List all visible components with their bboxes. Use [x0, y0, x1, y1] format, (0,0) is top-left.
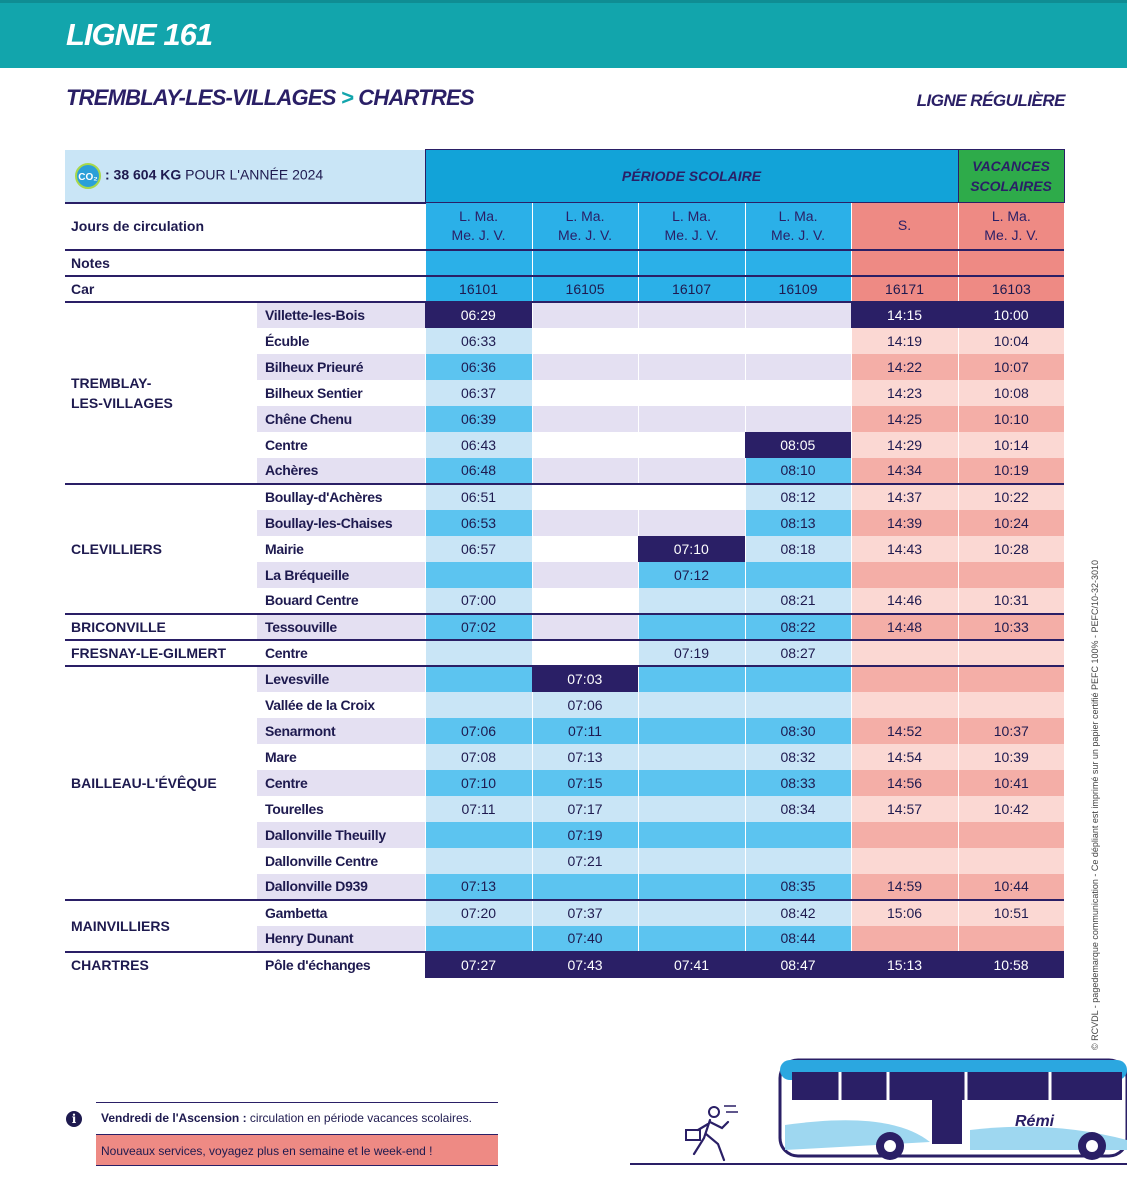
time-cell: 10:28: [958, 536, 1064, 562]
time-cell: [851, 640, 958, 666]
time-cell: [532, 458, 638, 484]
notes-cell: [425, 250, 532, 276]
time-cell: 08:13: [745, 510, 851, 536]
commune-bailleau: BAILLEAU-L'ÉVÊQUE: [65, 666, 257, 900]
time-cell: 10:41: [958, 770, 1064, 796]
days-line1: L. Ma.: [672, 207, 711, 224]
time-cell: [745, 302, 851, 328]
stop-name: La Bréqueille: [257, 562, 425, 588]
co2-info: [65, 150, 425, 203]
stop-name: Mairie: [265, 540, 304, 557]
time-cell: [532, 406, 638, 432]
time-cell: 06:48: [425, 458, 532, 484]
time-cell: 07:17: [532, 796, 638, 822]
stops-body: [65, 302, 1064, 978]
timetable: [65, 149, 1065, 978]
time-cell: [425, 666, 532, 692]
commune-chartres: CHARTRES: [65, 952, 257, 978]
car-number: 16109: [745, 276, 851, 302]
time-cell: 10:07: [958, 354, 1064, 380]
days-cell: [745, 203, 851, 250]
time-cell: 10:37: [958, 718, 1064, 744]
time-cell: [638, 458, 745, 484]
time-cell: [638, 354, 745, 380]
time-cell: [638, 692, 745, 718]
days-line2: Me. J. V.: [984, 226, 1039, 243]
time-cell: [745, 822, 851, 848]
stop-name: Levesville: [257, 666, 425, 692]
notes-label: Notes: [65, 250, 425, 276]
stop-name: Senarmont: [257, 718, 425, 744]
line-type: LIGNE RÉGULIÈRE: [916, 91, 1065, 110]
time-cell: 10:04: [958, 328, 1064, 354]
notes-cell: [851, 250, 958, 276]
days-cell: [851, 203, 958, 250]
time-cell: [638, 588, 745, 614]
time-cell: 07:12: [638, 562, 745, 588]
days-line1: L. Ma.: [778, 207, 818, 224]
co2-text: POUR L'ANNÉE 2024: [181, 166, 324, 183]
time-cell: [638, 874, 745, 900]
route-title: [66, 85, 474, 111]
time-cell: 07:13: [425, 874, 532, 900]
notes-cell: [638, 250, 745, 276]
time-cell: 07:37: [532, 900, 638, 926]
time-cell: 06:36: [425, 354, 532, 380]
stop-name: Centre: [257, 640, 425, 666]
new-services-note: Nouveaux services, voyagez plus en semaine et le week-end !: [96, 1134, 498, 1166]
time-cell: [958, 640, 1064, 666]
time-cell: [532, 588, 638, 614]
time-cell: [532, 510, 638, 536]
ascension-note: [96, 1102, 498, 1133]
time-cell: 06:43: [425, 432, 532, 458]
time-cell: 14:48: [851, 614, 958, 640]
time-cell: 07:10: [638, 536, 745, 562]
time-cell: 07:21: [532, 848, 638, 874]
time-cell: [745, 328, 851, 354]
time-cell: 14:39: [851, 510, 958, 536]
stop-name: Bilheux Prieuré: [257, 354, 425, 380]
commune-briconville: BRICONVILLE: [65, 614, 257, 640]
stop-name: Gambetta: [257, 900, 425, 926]
commune-tremblay: [65, 302, 257, 484]
time-cell: 10:24: [958, 510, 1064, 536]
time-cell: [638, 380, 745, 406]
stop-name: Bouard Centre: [265, 592, 359, 608]
time-cell: 14:54: [851, 744, 958, 770]
time-cell: 08:18: [745, 536, 851, 562]
time-cell: 14:25: [851, 406, 958, 432]
commune-mainvilliers: MAINVILLIERS: [65, 900, 257, 952]
time-cell: 10:42: [958, 796, 1064, 822]
days-cell: [425, 203, 532, 250]
time-cell: [958, 666, 1064, 692]
days-line1: L. Ma.: [459, 207, 498, 224]
car-number: 16103: [958, 276, 1064, 302]
time-cell: 07:10: [425, 770, 532, 796]
time-cell: [532, 354, 638, 380]
stop-name: Villette-les-Bois: [257, 302, 425, 328]
days-line2: Me. J. V.: [771, 226, 825, 243]
stop-name: Boullay-les-Chaises: [257, 510, 425, 536]
time-cell: 08:12: [745, 484, 851, 510]
time-cell: 07:40: [532, 926, 638, 952]
time-cell: [638, 796, 745, 822]
time-cell: [638, 666, 745, 692]
time-cell: 14:34: [851, 458, 958, 484]
car-number: 16101: [425, 276, 532, 302]
time-cell: [745, 380, 851, 406]
period-holidays-header: [958, 150, 1064, 203]
time-cell: [851, 848, 958, 874]
time-cell: 08:21: [745, 588, 851, 614]
time-cell: 07:41: [638, 952, 745, 978]
stop-name: Dallonville Centre: [265, 852, 378, 869]
days-cell: [638, 203, 745, 250]
time-cell: [638, 848, 745, 874]
stop-name: Boullay-d'Achères: [257, 484, 425, 510]
time-cell: 10:19: [958, 458, 1064, 484]
time-cell: 10:22: [958, 484, 1064, 510]
time-cell: [532, 640, 638, 666]
car-number: 16171: [851, 276, 958, 302]
time-cell: 06:33: [425, 328, 532, 354]
time-cell: 14:56: [851, 770, 958, 796]
route-to: CHARTRES: [358, 85, 474, 110]
time-cell: [638, 926, 745, 952]
time-cell: 10:44: [958, 874, 1064, 900]
time-cell: 08:33: [745, 770, 851, 796]
stop-name: Dallonville Theuilly: [257, 822, 425, 848]
car-label: Car: [65, 276, 425, 302]
commune-line2: LES-VILLAGES: [71, 394, 173, 411]
time-cell: 07:43: [532, 952, 638, 978]
time-cell: 07:00: [425, 588, 532, 614]
time-cell: 08:34: [745, 796, 851, 822]
time-cell: [638, 744, 745, 770]
time-cell: 14:19: [851, 328, 958, 354]
time-cell: [851, 926, 958, 952]
time-cell: [425, 926, 532, 952]
co2-amount: : 38 604 KG: [105, 166, 182, 183]
time-cell: 06:51: [425, 484, 532, 510]
time-cell: 08:22: [745, 614, 851, 640]
time-cell: 06:57: [425, 536, 532, 562]
time-cell: 14:29: [851, 432, 958, 458]
time-cell: [851, 692, 958, 718]
time-cell: [851, 666, 958, 692]
time-cell: 06:39: [425, 406, 532, 432]
co2-globe-icon: CO₂: [75, 163, 101, 189]
remi-logo: Rémi: [1015, 1113, 1055, 1130]
stop-name: Centre: [257, 770, 425, 796]
time-cell: [745, 848, 851, 874]
time-cell: [638, 614, 745, 640]
ascension-text: circulation en période vacances scolaires.: [246, 1111, 473, 1125]
time-cell: [745, 354, 851, 380]
time-cell: [425, 848, 532, 874]
time-cell: [425, 822, 532, 848]
time-cell: 08:47: [745, 952, 851, 978]
time-cell: [851, 562, 958, 588]
stop-name: Chêne Chenu: [257, 406, 425, 432]
time-cell: 10:39: [958, 744, 1064, 770]
time-cell: [638, 484, 745, 510]
time-cell: [958, 848, 1064, 874]
route-arrow: >: [340, 85, 353, 110]
time-cell: [532, 328, 638, 354]
time-cell: 07:08: [425, 744, 532, 770]
time-cell: [425, 692, 532, 718]
time-cell: 07:19: [638, 640, 745, 666]
time-cell: 14:52: [851, 718, 958, 744]
notes-cell: [958, 250, 1064, 276]
time-cell: [638, 822, 745, 848]
time-cell: 10:08: [958, 380, 1064, 406]
stop-name: Vallée de la Croix: [265, 696, 375, 713]
time-cell: [851, 822, 958, 848]
days-line1: S.: [897, 217, 912, 234]
time-cell: 10:14: [958, 432, 1064, 458]
ascension-bold: Vendredi de l'Ascension :: [101, 1111, 247, 1125]
time-cell: [425, 562, 532, 588]
time-cell: [638, 510, 745, 536]
time-cell: 07:11: [532, 718, 638, 744]
time-cell: 10:00: [958, 302, 1064, 328]
time-cell: 15:06: [851, 900, 958, 926]
days-line2: Me. J. V.: [451, 226, 506, 243]
stop-name: Tessouville: [257, 614, 425, 640]
stop-name: Henry Dunant: [257, 926, 425, 952]
car-number: 16107: [638, 276, 745, 302]
time-cell: 08:35: [745, 874, 851, 900]
info-icon: i: [66, 1111, 82, 1127]
route-from: TREMBLAY-LES-VILLAGES: [66, 85, 336, 110]
time-cell: [638, 718, 745, 744]
time-cell: 07:02: [425, 614, 532, 640]
time-cell: 14:22: [851, 354, 958, 380]
time-cell: 08:27: [745, 640, 851, 666]
time-cell: [638, 406, 745, 432]
time-cell: [638, 770, 745, 796]
time-cell: 14:15: [851, 302, 958, 328]
stop-name: Pôle d'échanges: [257, 952, 425, 978]
time-cell: 07:13: [532, 744, 638, 770]
time-cell: 06:29: [425, 302, 532, 328]
time-cell: [425, 640, 532, 666]
time-cell: 10:31: [958, 588, 1064, 614]
stop-name: Bilheux Sentier: [265, 384, 363, 401]
time-cell: 14:23: [851, 380, 958, 406]
days-label: Jours de circulation: [65, 203, 425, 250]
time-cell: 10:58: [958, 952, 1064, 978]
top-banner: [0, 0, 1127, 68]
days-cell: [532, 203, 638, 250]
time-cell: 07:06: [532, 692, 638, 718]
credits-sidebar: © RCVDL - pagedemarque communication - Ce dépliant est imprimé sur un papier certifié PEFC 100% - PEFC/10-32-3010: [1090, 559, 1100, 1050]
bus-illustration: [630, 1050, 1127, 1170]
time-cell: [532, 380, 638, 406]
time-cell: [532, 874, 638, 900]
notes-cell: [745, 250, 851, 276]
time-cell: 10:33: [958, 614, 1064, 640]
time-cell: [638, 900, 745, 926]
line-title: LIGNE 161: [66, 17, 213, 52]
time-cell: [532, 302, 638, 328]
time-cell: [745, 406, 851, 432]
stop-name: Écuble: [265, 332, 310, 349]
time-cell: 06:53: [425, 510, 532, 536]
time-cell: 08:32: [745, 744, 851, 770]
notes-cell: [532, 250, 638, 276]
time-cell: 08:42: [745, 900, 851, 926]
stop-name: Dallonville D939: [257, 874, 425, 900]
time-cell: 08:10: [745, 458, 851, 484]
stop-name: Mare: [265, 748, 297, 765]
days-line1: L. Ma.: [991, 207, 1031, 224]
car-number: 16105: [532, 276, 638, 302]
time-cell: [638, 432, 745, 458]
time-cell: 08:44: [745, 926, 851, 952]
days-line2: Me. J. V.: [558, 226, 612, 243]
time-cell: 06:37: [425, 380, 532, 406]
time-cell: 07:20: [425, 900, 532, 926]
time-cell: 14:57: [851, 796, 958, 822]
time-cell: [958, 926, 1064, 952]
time-cell: [638, 328, 745, 354]
time-cell: 07:06: [425, 718, 532, 744]
days-line1: L. Ma.: [565, 207, 605, 224]
time-cell: [532, 614, 638, 640]
time-cell: 14:37: [851, 484, 958, 510]
time-cell: 07:03: [532, 666, 638, 692]
time-cell: 07:27: [425, 952, 532, 978]
time-cell: [532, 536, 638, 562]
commune-fresnay: FRESNAY-LE-GILMERT: [65, 640, 257, 666]
time-cell: [532, 562, 638, 588]
period-school-header: PÉRIODE SCOLAIRE: [425, 150, 958, 203]
holidays-line1: VACANCES: [972, 158, 1050, 174]
stop-name: Centre: [265, 436, 308, 453]
time-cell: [745, 666, 851, 692]
time-cell: 07:11: [425, 796, 532, 822]
time-cell: 10:10: [958, 406, 1064, 432]
time-cell: 14:46: [851, 588, 958, 614]
time-cell: [532, 484, 638, 510]
time-cell: 14:43: [851, 536, 958, 562]
stop-name: Tourelles: [265, 800, 324, 817]
stop-name: Achères: [257, 458, 425, 484]
commune-clevilliers: CLEVILLIERS: [65, 484, 257, 614]
time-cell: 07:15: [532, 770, 638, 796]
days-line2: Me. J. V.: [664, 226, 719, 243]
time-cell: 08:05: [745, 432, 851, 458]
commune-line1: TREMBLAY-: [71, 374, 152, 391]
time-cell: 10:51: [958, 900, 1064, 926]
time-cell: [958, 562, 1064, 588]
days-cell: [958, 203, 1064, 250]
time-cell: [745, 692, 851, 718]
time-cell: 08:30: [745, 718, 851, 744]
time-cell: [958, 692, 1064, 718]
time-cell: 15:13: [851, 952, 958, 978]
time-cell: 07:19: [532, 822, 638, 848]
time-cell: [745, 562, 851, 588]
holidays-line2: SCOLAIRES: [970, 178, 1052, 194]
time-cell: [638, 302, 745, 328]
time-cell: [958, 822, 1064, 848]
time-cell: 14:59: [851, 874, 958, 900]
time-cell: [532, 432, 638, 458]
